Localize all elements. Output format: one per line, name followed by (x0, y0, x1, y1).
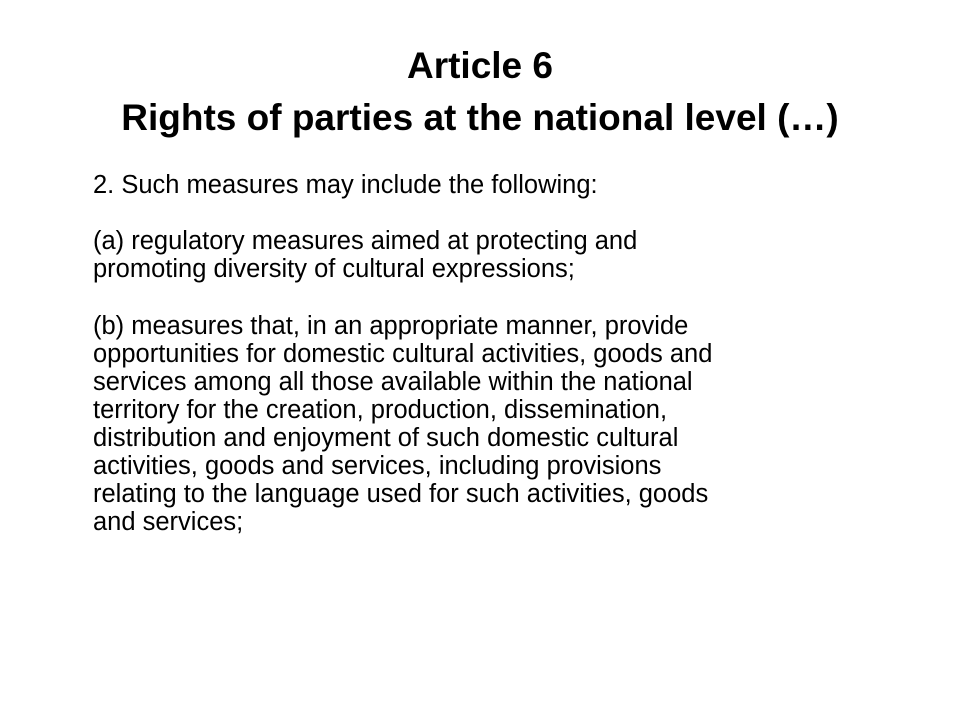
clause-a-line: (a) regulatory measures aimed at protecting and (93, 227, 638, 255)
clause-b-paragraph (93, 312, 883, 536)
slide-title (0, 40, 960, 144)
title-article-heading: Rights of parties at the national level (…) (121, 97, 839, 138)
clause-b-line: opportunities for domestic cultural activities, goods and (93, 340, 713, 368)
clause-b-line: territory for the creation, production, dissemination, (93, 396, 668, 424)
clause-a-line: promoting diversity of cultural expressions; (93, 255, 575, 283)
title-article-number: Article 6 (406, 45, 553, 86)
clause-b-line: services among all those available within the national (93, 368, 693, 396)
clause-b-line: (b) measures that, in an appropriate manner, provide (93, 312, 689, 340)
clause-a-paragraph (93, 227, 883, 283)
clause-b-line: activities, goods and services, including provisions (93, 452, 662, 480)
intro-text: 2. Such measures may include the following: (93, 171, 598, 199)
intro-paragraph (93, 171, 883, 199)
clause-b-line: relating to the language used for such activities, goods (93, 480, 709, 508)
slide-body (93, 171, 883, 536)
clause-b-line: distribution and enjoyment of such domestic cultural (93, 424, 679, 452)
clause-b-line: and services; (93, 508, 244, 536)
